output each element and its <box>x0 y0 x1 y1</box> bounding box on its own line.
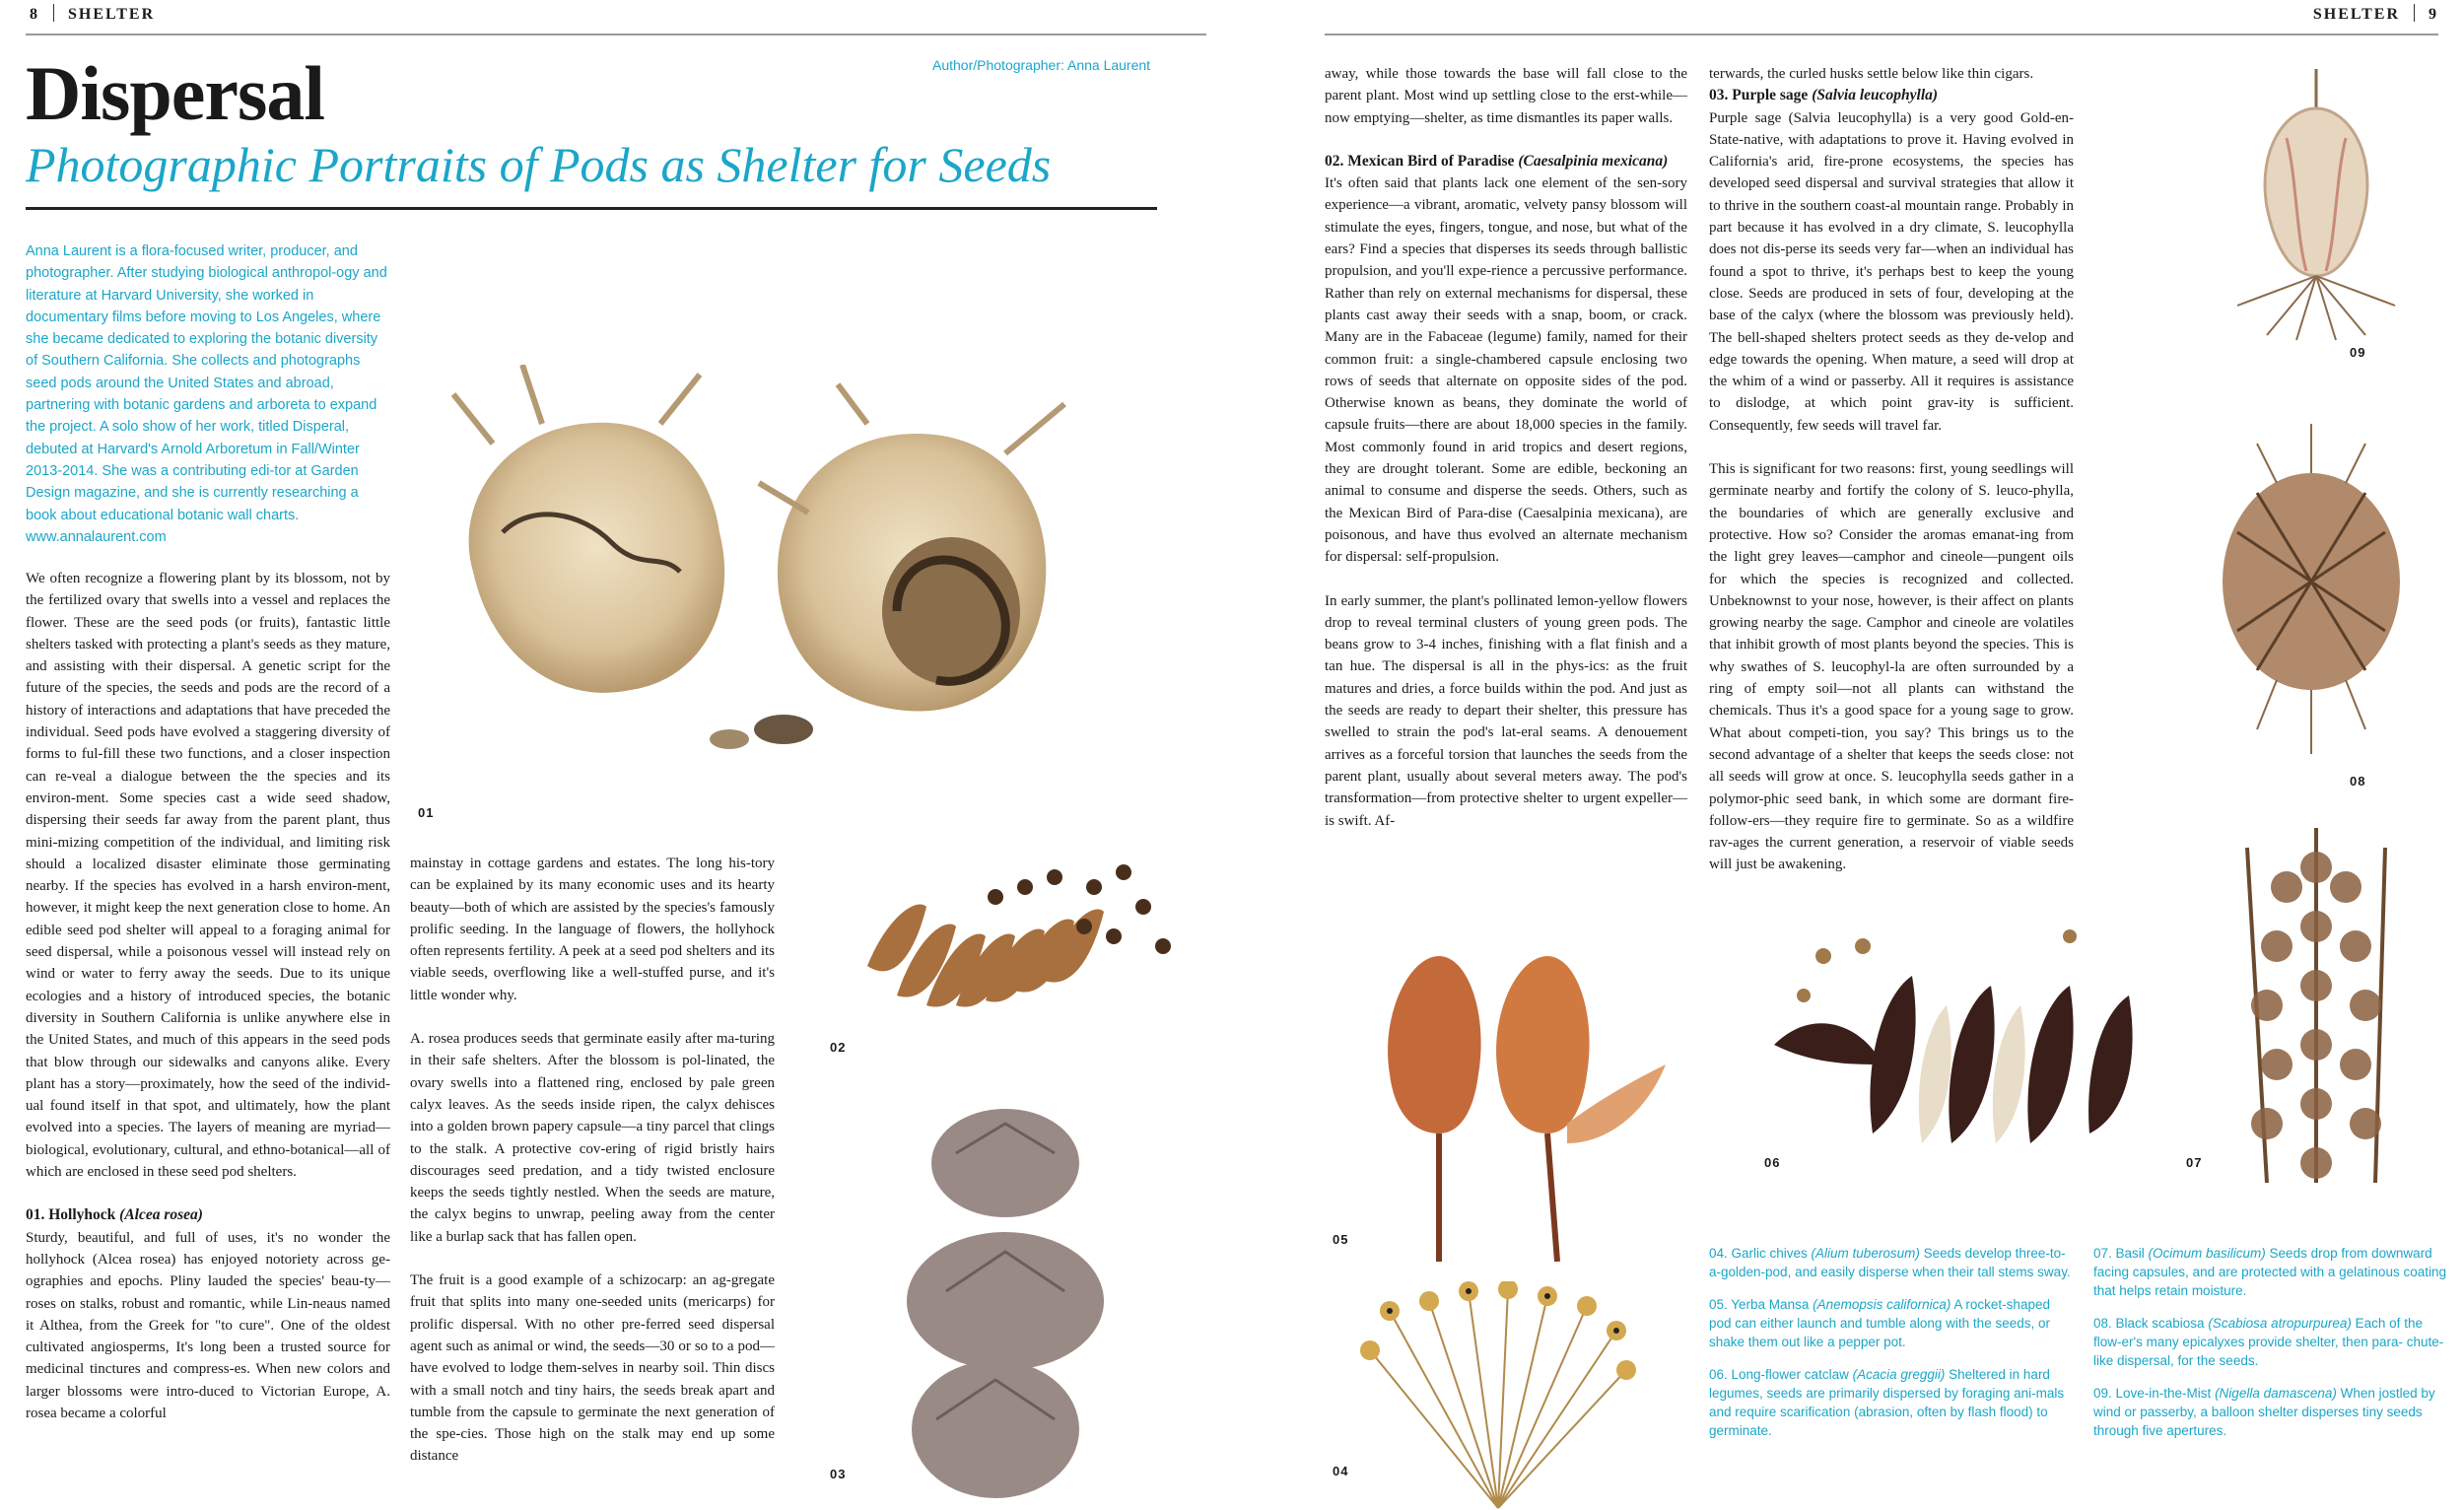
section-heading-01: 01. Hollyhock (Alcea rosea) <box>26 1206 203 1224</box>
header-rule <box>26 34 1206 35</box>
purple-sage-paragraph-2: This is significant for two reasons: first, young seedlings will germinate nearby and fortify the colony of S. leuco-phylla, the boundaries of which are generally exclusive and protective. How so? Consider the aromas emanat-ing from the light grey leaves—camphor and cineole—pungent oils for which the species is recognized and collected. Unbeknownst to your nose, however, is their affect on plants growing nearby the sage. Camphor and cineole are volatiles that inhibit growth of most plants beyond the species. This is why swathes of S. leucophyl-la are often surrounded by a ring of empty soil—not all plants can withstand the chemicals. Thus it's a good space for a young sage to grow. What about competi-tion, you say? This brings us to the second advantage of a shelter that keeps the seeds close: not all seeds will grow at once. S. leucophylla seeds gather in a polymor-phic seed bank, in which some are dormant fire-follow-ers—they require fire to germinate. So as a wildfire rav-ages the current generation, a reservoir of viable seeds will just be awakening. <box>1709 461 2074 873</box>
figure-number-03: 03 <box>830 1467 847 1481</box>
author-bio: Anna Laurent is a flora-focused writer, producer, and photographer. After studying biological anthropol-ogy and literature at Harvard University, she worked in documentary films before moving to Los Angeles, where she became dedicated to exploring the botanic diversity of Southern California. She collects and photographs seed pods around the United States and abroad, partnering with botanic gardens and arboreta to expand the project. A solo show of her work, titled Disperal, debuted at Harvard's Arnold Arboretum in Fall/Winter 2013-2014. She was a contributing edi-tor at Garden Design magazine, and she is currently researching a book about educational botanic wall charts. www.annalaurent.com <box>26 243 387 545</box>
left-column-2 <box>410 853 775 1468</box>
captions-column-1 <box>1709 1244 2074 1454</box>
figure-number-04: 04 <box>1333 1464 1349 1478</box>
section-name: SHELTER <box>68 6 156 23</box>
bird-of-paradise-paragraph: It's often said that plants lack one element of the sen-sory experience—a vibrant, aromatic, velvety pansy blossom will stimulate the eyes, fingers, tongue, and nose, but what of the ears? Find a species that disperses its seeds through ballistic propulsion, and you'll expe-rience a percussive performance. Rather than rely on external mechanisms for dispersal, these plants cast away their seeds with a snap, boom, or crack. Many are in the Fabaceae (legume) family, named for their common fruit: a single-chambered capsule enclosing two rows of seeds that alternate on opposite sides of the pod. Otherwise known as beans, they dominate the world of capsule fruits—there are about 18,000 species in the family. Most commonly found in arid tropics and desert regions, they are drought tolerant. Some are edible, beckoning an animal to consume and disperse the seeds. Others, such as the Mexican Bird of Para-dise (Caesalpinia mexicana), are poisonous, and have thus evolved an alternate mechanism for dispersal: self-propulsion. <box>1325 175 1687 566</box>
caption-06: 06. Long-flower catclaw (Acacia greggii) Sheltered in hard legumes, seeds are primarily dispersed by foraging ani-mals and require scarification (abrasion, often by flash flood) to germinate. <box>1709 1367 2065 1438</box>
black-scabiosa-image <box>2198 414 2425 759</box>
hollyhock-paragraph-3: A. rosea produces seeds that germinate easily after ma-turing in their safe shelters. After the blossom is pol-linated, the ovary swells into a flattened ring, enclosed by pale green calyx leaves. As the seeds inside ripen, the calyx dehisces into a golden brown papery capsule—a tiny parcel that clings to the stalk. A protective cov-ering of rigid bristly hairs discourages seed predation, and a tidy twisted enclosure keeps the seeds tightly nestled. When the seeds are mature, the calyx begins to unwrap, peeling away from the center like a burlap sack that has fallen open. <box>410 1031 775 1245</box>
bird-of-paradise-continued: terwards, the curled husks settle below like thin cigars. <box>1709 66 2034 82</box>
section-name-right: SHELTER <box>2312 6 2400 23</box>
section-heading-03: 03. Purple sage (Salvia leucophylla) <box>1709 87 1939 104</box>
right-column-2 <box>1709 63 2074 911</box>
caption-05: 05. Yerba Mansa (Anemopsis californica) A rocket-shaped pod can either launch and tumble along with the seeds, or shake them out like a pepper pot. <box>1709 1297 2050 1349</box>
basil-image <box>2208 828 2425 1183</box>
caption-08: 08. Black scabiosa (Scabiosa atropurpurea) Each of the flow-er's many epicalyxes provide shelter, then para- chute-like dispersal, for the seeds. <box>2093 1316 2444 1368</box>
intro-paragraph: We often recognize a flowering plant by its blossom, not by the fertilized ovary that swells into a vessel and replaces the flower. These are the seed pods (or fruits), fantastic little shelters tasked with protecting a plant's seeds as they mature, and assisting with their dispersal. A genetic script for the future of the species, the seeds and pods are the record of a history of interactions and adaptations that have preceded the individual. Seed pods have evolved a staggering diversity of forms to ful-fill these two functions, and a closer inspection can re-veal a dialogue between the the species and its environ-ment. Some species cast a wide seed shadow, dispersing their seeds far away from the parent plant, thus mini-mizing competition of the individual, and limiting risk should a localized disaster eliminate those germinating nearby. If the species has evolved in a harsh environ-ment, however, it might keep the next generation close to home. An edible seed pod shelter will appeal to a foraging animal for seed dispersal, while a poisonous vessel will instead rely on wind or water to ferry away the seeds. Due to its unique ecologies and a history of introduced species, the botanic diversity in Southern California is unlike anywhere else in the United States, and much of this appears in the seed pods that blow through our sidewalks and canyons alike. Every plant has a story—proximately, how the seed of the individ-ual found itself in that spot, and ultimately, how the plant evolved into a species. The layers of meaning are myriad—biological, evolutionary, cultural, and ethno-botanical—all of which are enclosed in these seed pod shelters. <box>26 571 390 1181</box>
page-number-right: 9 <box>2429 6 2438 23</box>
section-heading-02: 02. Mexican Bird of Paradise (Caesalpinia mexicana) <box>1325 152 1669 170</box>
header-rule-right <box>1325 34 2438 35</box>
article-title: Dispersal <box>26 50 324 136</box>
caption-07: 07. Basil (Ocimum basilicum) Seeds drop from downward facing capsules, and are protected with a gelatinous coating that helps retain moisture. <box>2093 1246 2446 1298</box>
author-credit: Author/Photographer: Anna Laurent <box>932 57 1151 73</box>
figure-number-05: 05 <box>1333 1232 1349 1247</box>
captions-column-2 <box>2093 1244 2452 1454</box>
article-subtitle: Photographic Portraits of Pods as Shelter for Seeds <box>26 137 1052 192</box>
hollyhock-paragraph-2: mainstay in cottage gardens and estates. The long his-tory can be explained by its many economic uses and its hearty beauty—both of which are assisted by the species's famously prolific seeding. In the language of flowers, the hollyhock often represents fertility. A peek at a seed pod shelters and its viable seeds, overflowing like a well-stuffed purse, and it's little wonder why. <box>410 856 775 1003</box>
figure-number-02: 02 <box>830 1040 847 1055</box>
figure-number-01: 01 <box>418 805 435 820</box>
yerba-mansa-image <box>1350 946 1666 1262</box>
purple-sage-image <box>887 1104 1124 1508</box>
page-number: 8 <box>30 6 39 23</box>
love-in-the-mist-image <box>2208 59 2425 345</box>
garlic-chives-image <box>1350 1281 1646 1510</box>
purple-sage-paragraph: Purple sage (Salvia leucophylla) is a very good Gold-en-State-native, with adaptations to prove it. Having evolved in California's arid, fire-prone ecosystems, the species has developed seed dispersal and survival strategies that allow it to thrive in the southern coast-al mountain range. Probably in part because it has evolved in a dry climate, S. leucophylla does not dis-perse its seeds very far—when an individual has found a spot to thrive, it's perhaps best to keep the young close. Seeds are produced in sets of four, developing at the base of the calyx (where the blossom was previously held). The bell-shaped shelters protect seeds as they de-velop and edge towards the opening. When mature, a seed will drop at the whim of a wind or passerby. All it requires is assistance to dislodge, at which point grav-ity is sufficient. Consequently, few seeds will travel far. <box>1709 109 2074 434</box>
figure-number-08: 08 <box>2350 774 2366 789</box>
hollyhock-paragraph: Sturdy, beautiful, and full of uses, it's no wonder the hollyhock (Alcea rosea) has enjoyed notoriety across ge-ographies and epochs. Pliny lauded the species' beau-ty—roses on stalks, robust and romantic, while Lin-neaus named it Althea, from the Greek for "to cure". One of the oldest cultivated angiosperms, It's long been a trusted source for medicinal tinctures and compress-es. When new colors and larger blossoms were intro-duced to Victorian Europe, A. rosea became a colorful <box>26 1229 390 1421</box>
title-rule <box>26 207 1157 210</box>
caption-04: 04. Garlic chives (Alium tuberosum) Seeds develop three-to-a-golden-pod, and easily disperse when their tall stems sway. <box>1709 1246 2071 1279</box>
hollyhock-paragraph-4: The fruit is a good example of a schizocarp: an ag-gregate fruit that splits into many one-seeded units (mericarps) for prolific dispersal. With no other pre-ferred seed dispersal agent such as animal or wind, the seeds—30 or so to a pod—have evolved to lodge them-selves in nearby soil. Thin discs with a small notch and tiny hairs, the seeds break apart and tumble from the capsule to germinate the next generation of the spe-cies. Those high on the stalk may end up some distance <box>410 1272 775 1465</box>
figure-number-09: 09 <box>2350 345 2366 360</box>
figure-number-06: 06 <box>1764 1155 1781 1170</box>
right-column-1 <box>1325 63 1687 832</box>
catclaw-pods-image <box>1754 917 2149 1173</box>
running-header-right <box>2313 4 2438 39</box>
hollyhock-pods-image <box>414 365 1183 808</box>
hollyhock-continued: away, while those towards the base will fall close to the parent plant. Most wind up settling close to the erst-while—now emptying—shelter, as time dismantles its paper walls. <box>1325 66 1687 126</box>
bird-of-paradise-paragraph-2: In early summer, the plant's pollinated lemon-yellow flowers drop to reveal terminal clusters of young green pods. The beans grow to 3-4 inches, finishing with a flat finish and a tan hue. The dispersal is all in the phys-ics: as the fruit matures and dries, a force builds within the pod. And just as the seeds are ready to depart their shelter, this pressure has swelled to strain the pod's lat-eral seams. A denouement arrives as a forceful torsion that launches the seeds from the parent plant, usually about several meters away. The pod's transformation—from protective shelter to urgent expeller—is swift. Af- <box>1325 592 1687 829</box>
left-column-1 <box>26 568 390 1424</box>
right-page <box>1232 0 2464 1510</box>
caption-09: 09. Love-in-the-Mist (Nigella damascena) When jostled by wind or passerby, a balloon shelter disperses tiny seeds through five apertures. <box>2093 1386 2435 1438</box>
bird-of-paradise-pods-image <box>857 858 1193 1074</box>
figure-number-07: 07 <box>2186 1155 2203 1170</box>
